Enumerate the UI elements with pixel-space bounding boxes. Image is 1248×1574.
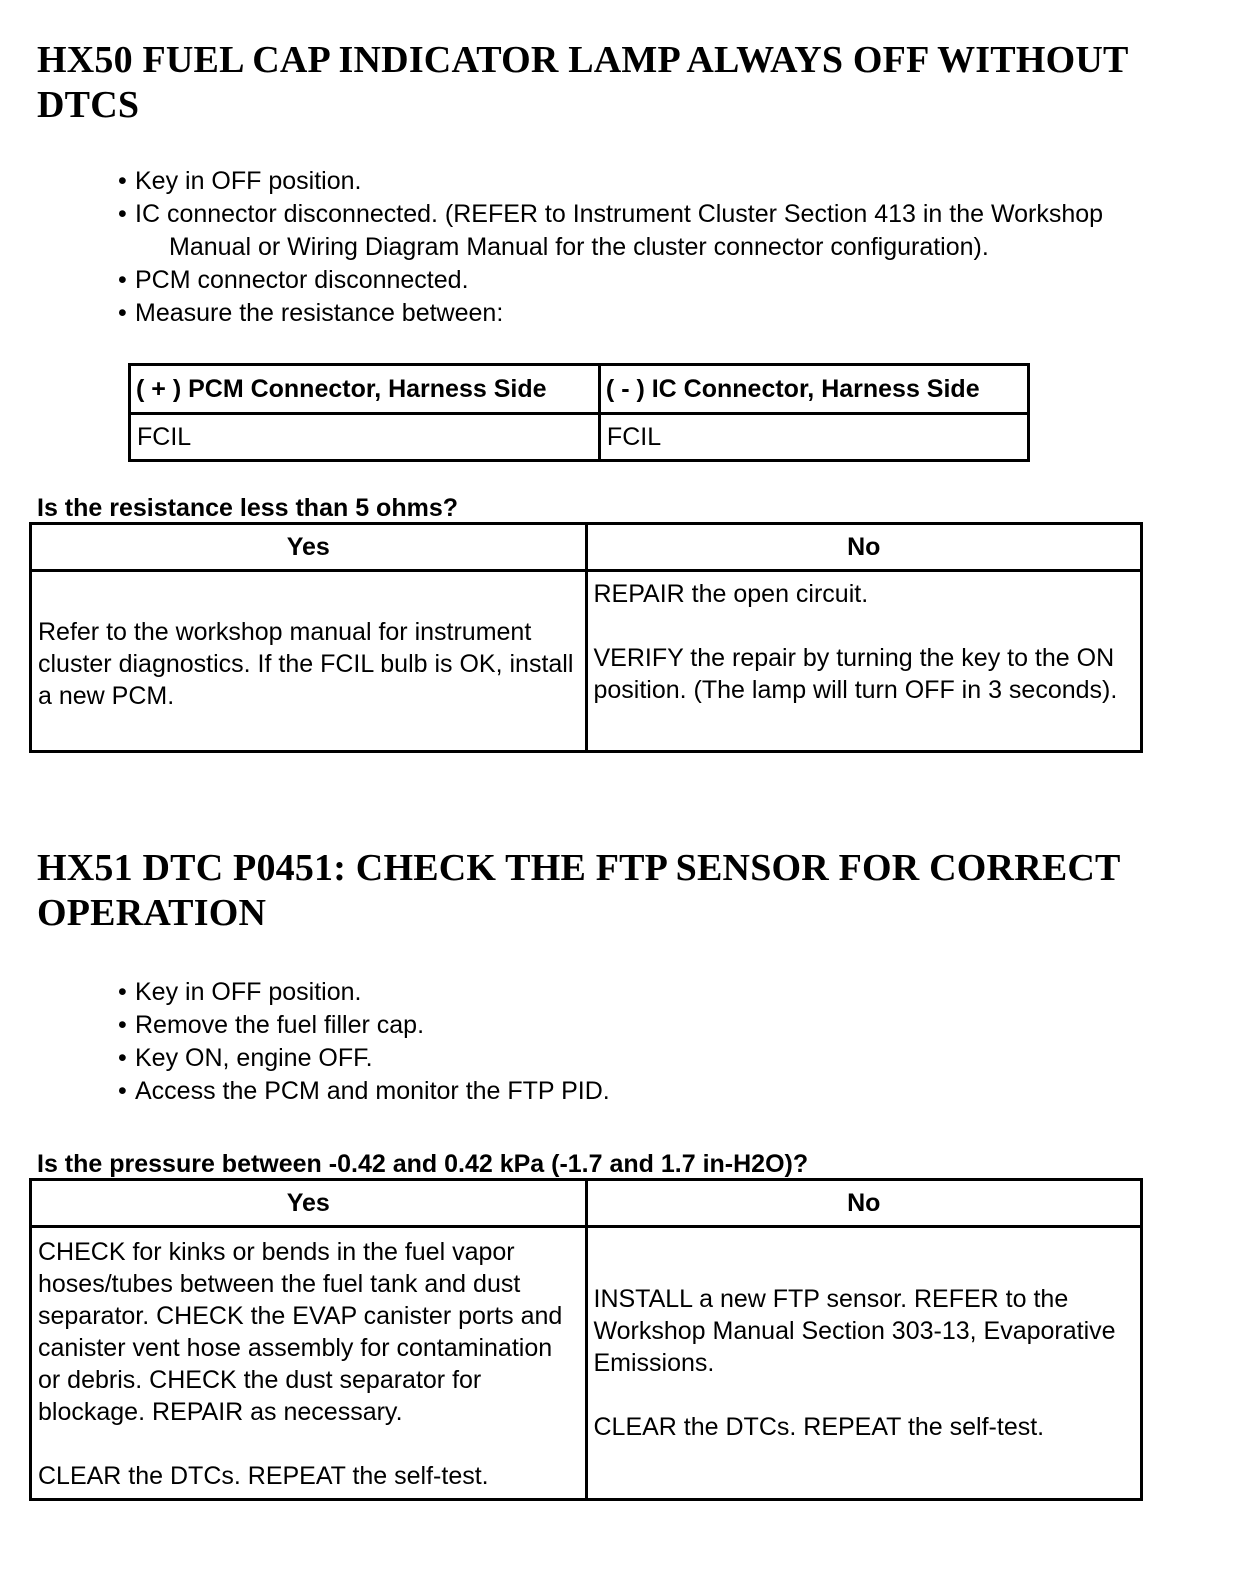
hx50-answer-table xyxy=(29,522,1143,753)
no-text-2: VERIFY the repair by turning the key to the ON position. (The lamp will turn OFF in 3 seconds). xyxy=(593,644,1118,704)
list-item: • PCM connector disconnected. xyxy=(118,264,1103,297)
table-header-row xyxy=(31,524,1142,571)
hx50-measure-table xyxy=(128,363,1030,462)
yes-text-1: CHECK for kinks or bends in the fuel vapor hoses/tubes between the fuel tank and dust separator. CHECK the EVAP canister ports and canister vent hose assembly for contamination or debris. CHECK the dust separator for blockage. REPAIR as necessary. xyxy=(38,1238,563,1426)
yes-text-2: CLEAR the DTCs. REPEAT the self-test. xyxy=(38,1462,489,1490)
ic-connector-header: ( - ) IC Connector, Harness Side xyxy=(599,365,1028,414)
list-item-continuation: Manual or Wiring Diagram Manual for the cluster connector configuration). xyxy=(169,233,989,261)
yes-text: Refer to the workshop manual for instrument cluster diagnostics. If the FCIL bulb is OK, install a new PCM. xyxy=(38,618,574,710)
list-item xyxy=(118,198,1103,264)
list-item: • Key in OFF position. xyxy=(118,976,610,1009)
hx50-question: Is the resistance less than 5 ohms? xyxy=(37,494,458,522)
hx51-title: HX51 DTC P0451: CHECK THE FTP SENSOR FOR CORRECT OPERATION xyxy=(37,847,1120,934)
no-cell xyxy=(586,571,1142,752)
hx51-answer-table xyxy=(29,1178,1143,1501)
table-row xyxy=(31,1227,1142,1500)
list-item: • Measure the resistance between: xyxy=(118,297,1103,330)
table-row xyxy=(31,571,1142,752)
no-header: No xyxy=(586,524,1142,571)
no-text-2: CLEAR the DTCs. REPEAT the self-test. xyxy=(593,1413,1045,1441)
yes-header: Yes xyxy=(31,524,587,571)
list-item: • Key ON, engine OFF. xyxy=(118,1042,610,1075)
hx50-title: HX50 FUEL CAP INDICATOR LAMP ALWAYS OFF WITHOUT DTCS xyxy=(37,39,1128,126)
ic-pin-cell: FCIL xyxy=(599,414,1028,461)
table-header-row xyxy=(130,365,1029,414)
pcm-pin-cell: FCIL xyxy=(130,414,600,461)
hx51-step-list xyxy=(118,976,610,1108)
no-header: No xyxy=(586,1180,1142,1227)
yes-cell xyxy=(31,571,587,752)
list-item: • Access the PCM and monitor the FTP PID. xyxy=(118,1075,610,1108)
hx50-step-list xyxy=(118,165,1103,330)
list-item-text: IC connector disconnected. (REFER to Instrument Cluster Section 413 in the Workshop xyxy=(135,200,1104,228)
no-text-1: INSTALL a new FTP sensor. REFER to the Workshop Manual Section 303-13, Evaporative Emissions. xyxy=(593,1285,1116,1377)
hx51-question: Is the pressure between -0.42 and 0.42 kPa (-1.7 and 1.7 in-H2O)? xyxy=(37,1150,809,1178)
yes-header: Yes xyxy=(31,1180,587,1227)
no-text-1: REPAIR the open circuit. xyxy=(593,580,869,608)
pcm-connector-header: ( + ) PCM Connector, Harness Side xyxy=(130,365,600,414)
list-item: • Remove the fuel filler cap. xyxy=(118,1009,610,1042)
yes-cell xyxy=(31,1227,587,1500)
no-cell xyxy=(586,1227,1142,1500)
table-row xyxy=(130,414,1029,461)
table-header-row xyxy=(31,1180,1142,1227)
list-item: • Key in OFF position. xyxy=(118,165,1103,198)
